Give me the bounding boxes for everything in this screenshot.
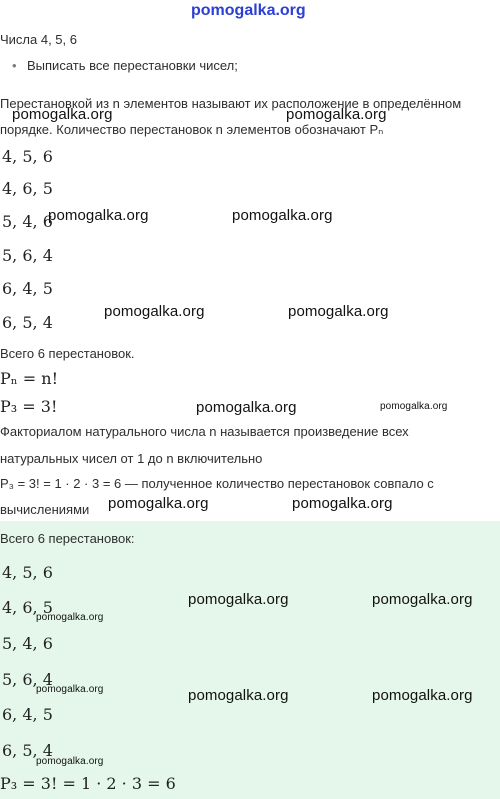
- answer-permutation-4: 5, 6, 4: [2, 670, 53, 689]
- watermark-text: pomogalka.org: [104, 303, 205, 320]
- bullet-icon: •: [12, 58, 17, 73]
- answer-total: Всего 6 перестановок:: [0, 531, 135, 546]
- total-permutations: Всего 6 перестановок.: [0, 346, 135, 361]
- answer-permutation-6: 6, 5, 4: [2, 741, 53, 760]
- permutation-5: 6, 4, 5: [2, 279, 53, 298]
- result-line-1: P₃ = 3! = 1 · 2 · 3 = 6 — полученное количество перестановок совпало с: [0, 476, 434, 491]
- permutation-4: 5, 6, 4: [2, 246, 53, 265]
- watermark-text: pomogalka.org: [12, 106, 113, 123]
- factorial-line-1: Факториалом натурального числа n называется произведение всех: [0, 424, 409, 439]
- watermark-text: pomogalka.org: [372, 687, 473, 704]
- watermark-text: pomogalka.org: [188, 591, 289, 608]
- task-item: Выписать все перестановки чисел;: [27, 58, 238, 73]
- factorial-line-2: натуральных чисел от 1 до n включительно: [0, 451, 263, 466]
- answer-permutation-3: 5, 4, 6: [2, 634, 53, 653]
- watermark-text: pomogalka.org: [288, 303, 389, 320]
- watermark-text: pomogalka.org: [36, 756, 104, 767]
- formula-general: Pₙ = n!: [0, 369, 58, 388]
- definition-line-2: порядке. Количество перестановок n элементов обозначают Pₙ: [0, 122, 384, 137]
- watermark-text: pomogalka.org: [232, 207, 333, 224]
- permutation-3: 5, 4, 6: [2, 212, 53, 231]
- watermark-text: pomogalka.org: [372, 591, 473, 608]
- permutation-2: 4, 6, 5: [2, 179, 53, 198]
- watermark-text: pomogalka.org: [48, 207, 149, 224]
- permutation-1: 4, 5, 6: [2, 147, 53, 166]
- watermark-text: pomogalka.org: [286, 106, 387, 123]
- formula-specific: P₃ = 3!: [0, 397, 58, 416]
- watermark-text: pomogalka.org: [380, 401, 448, 412]
- answer-permutation-2: 4, 6, 5: [2, 598, 53, 617]
- answer-permutation-5: 6, 4, 5: [2, 705, 53, 724]
- answer-permutation-1: 4, 5, 6: [2, 563, 53, 582]
- watermark-text: pomogalka.org: [36, 612, 104, 623]
- watermark-text: pomogalka.org: [36, 684, 104, 695]
- watermark-text: pomogalka.org: [292, 495, 393, 512]
- watermark-text: pomogalka.org: [188, 687, 289, 704]
- task-title: Числа 4, 5, 6: [0, 32, 77, 47]
- answer-formula: P₃ = 3! = 1 · 2 · 3 = 6: [0, 774, 176, 793]
- watermark-text: pomogalka.org: [108, 495, 209, 512]
- site-logo-text[interactable]: pomogalka.org: [191, 2, 306, 19]
- permutation-6: 6, 5, 4: [2, 313, 53, 332]
- watermark-text: pomogalka.org: [196, 399, 297, 416]
- result-line-2: вычислениями: [0, 502, 90, 517]
- definition-line-1: Перестановкой из n элементов называют их расположение в определённом: [0, 96, 462, 111]
